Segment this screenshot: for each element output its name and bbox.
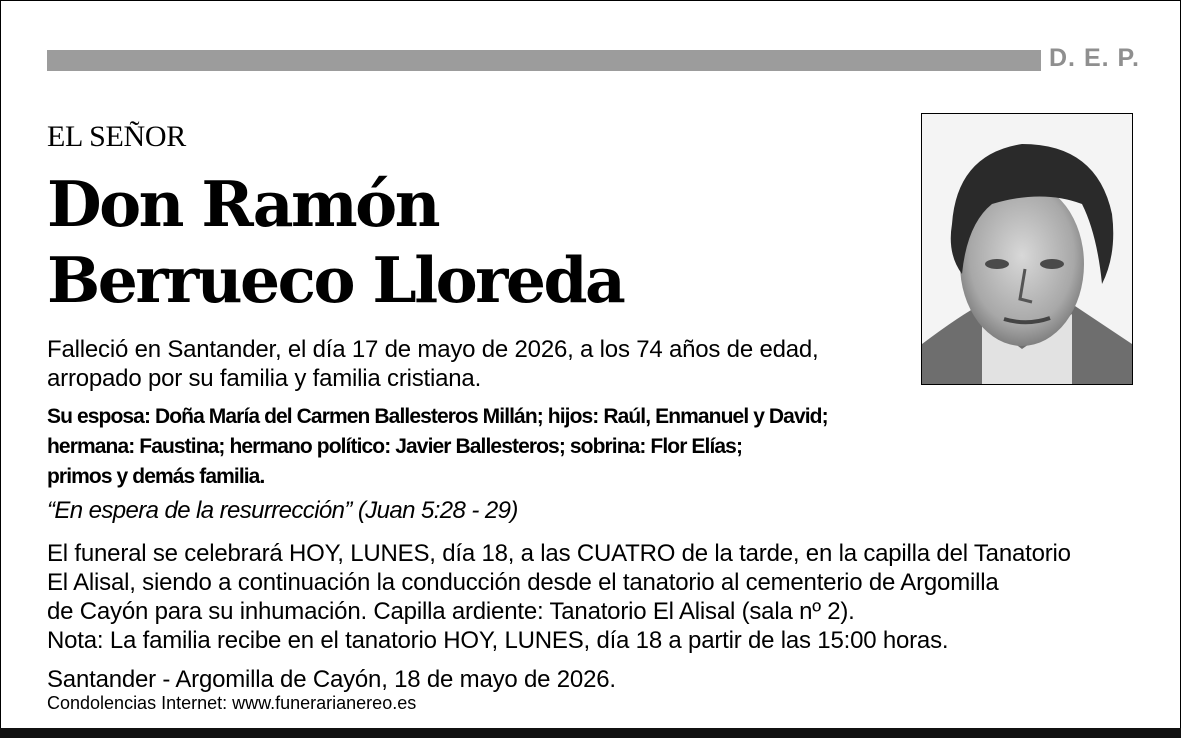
family-list [47,402,828,492]
bible-quote: “En espera de la resurrección” (Juan 5:28 - 29) [47,497,518,524]
bottom-rule [0,728,1181,738]
honorific: EL SEÑOR [47,120,186,153]
portrait-photo [921,113,1133,385]
funeral-line: El Alisal, siendo a continuación la conducción desde el tanatorio al cementerio de Argomilla [47,569,999,596]
funeral-line: de Cayón para su inhumación. Capilla ardiente: Tanatorio El Alisal (sala nº 2). [47,598,855,625]
funeral-line: Nota: La familia recibe en el tanatorio HOY, LUNES, día 18 a partir de las 15:00 horas. [47,627,949,654]
family-line: Su esposa: Doña María del Carmen Ballesteros Millán; hijos: Raúl, Enmanuel y David; [47,405,828,428]
name-line: Berrueco Lloreda [47,243,624,317]
family-line: hermana: Faustina; hermano político: Javier Ballesteros; sobrina: Flor Elías; [47,435,743,458]
death-line: Falleció en Santander, el día 17 de mayo de 2026, a los 74 años de edad, [47,336,819,363]
name-line: Don Ramón [47,167,438,241]
dep-heading: D. E. P. [1049,44,1140,72]
funeral-details [47,539,1071,655]
death-details [47,335,819,393]
deceased-name [47,166,623,318]
header-bar [47,50,1041,71]
place-date: Santander - Argomilla de Cayón, 18 de mayo de 2026. [47,666,616,693]
portrait-image [922,114,1132,384]
death-line: arropado por su familia y familia cristiana. [47,365,482,392]
funeral-line: El funeral se celebrará HOY, LUNES, día 18, a las CUATRO de la tarde, en la capilla del Tanatorio [47,540,1071,567]
condolences-link[interactable]: Condolencias Internet: www.funerarianereo.es [47,693,417,713]
family-line: primos y demás familia. [47,465,265,488]
